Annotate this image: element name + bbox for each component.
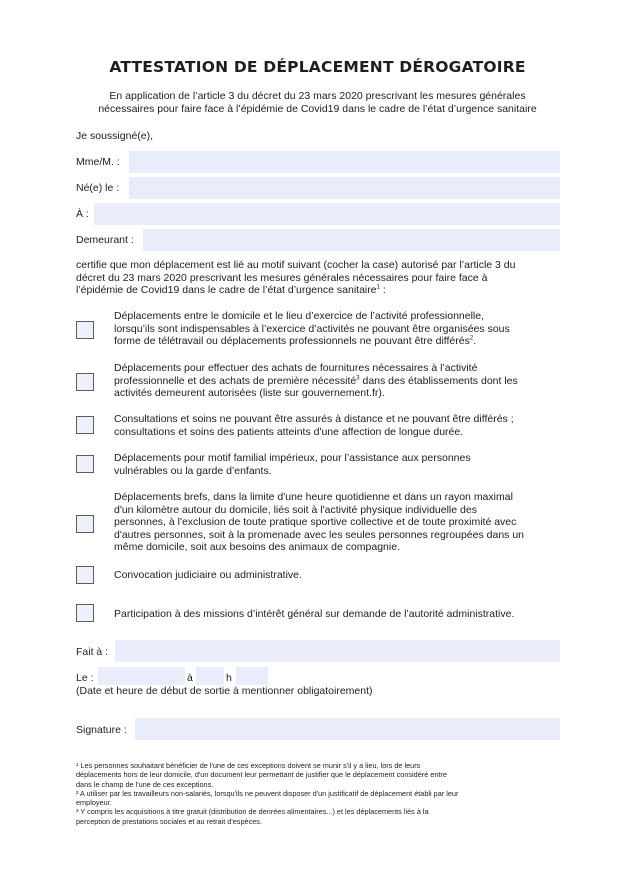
birth-place-field[interactable]	[94, 203, 560, 225]
footnote-ref: 3	[356, 375, 360, 381]
footnote-line: dans le champ de l'une de ces exceptions.	[76, 779, 214, 789]
option-health: Consultations et soins ne pouvant être assurés à distance et ne pouvant être différés ; consultations et soins des patients atteints d'une affection de longue durée.	[114, 413, 514, 438]
certify-line: l’épidémie de Covid19 dans le cadre de l’état d’urgence sanitaire$^1$ :	[76, 284, 386, 296]
certify-text	[76, 259, 561, 297]
checkbox-shopping[interactable]	[76, 373, 94, 391]
checkbox-exercise[interactable]	[76, 515, 94, 533]
certify-line: certifie que mon déplacement est lié au motif suivant (cocher la case) autorisé par l’article 3 du	[76, 259, 516, 271]
minute-field[interactable]	[236, 667, 268, 685]
name-field[interactable]	[129, 151, 560, 173]
page-title: ATTESTATION DE DÉPLACEMENT DÉROGATOIRE	[109, 58, 526, 76]
date-field[interactable]	[98, 667, 185, 685]
intro-line: En application de l’article 3 du décret du 23 mars 2020 prescrivant les mesures générales	[109, 90, 526, 102]
footnote-line: ² A utiliser par les travailleurs non-salariés, lorsqu'ils ne peuvent disposer d'un justificatif de déplacement établi par leur	[76, 788, 459, 798]
option-family: Déplacements pour motif familial impérieux, pour l’assistance aux personnes vulnérables ou la garde d’enfants.	[114, 452, 471, 477]
date-label: Le :	[76, 672, 94, 684]
footnote-line: ¹ Les personnes souhaitant bénéficier de l'une de ces exceptions doivent se munir s'il y a lieu, lors de leurs	[76, 761, 421, 770]
option-work-travel: Déplacements entre le domicile et le lieu d’exercice de l’activité professionnelle, lorsqu’ils sont indispensables à l’exercice d’activités ne pouvant être organisées sous forme de télétravail ou déplacements professionnels ne pouvant être différés$^2$.	[114, 310, 510, 347]
footnote-line: employeur.	[76, 798, 112, 808]
birth-place-label: À :	[76, 208, 89, 220]
birth-date-field[interactable]	[129, 177, 560, 199]
option-exercise: Déplacements brefs, dans la limite d'une heure quotidienne et dans un rayon maximal d'un kilomètre autour du domicile, liés soit à l'activité physique individuelle des personnes, à l'exclusion de toute pratique sportive collective et de toute proximité avec d'autres personnes, soit à la promenade avec les seules personnes regroupées dans un même domicile, soit aux besoins des animaux de compagnie.	[114, 491, 525, 553]
checkbox-work-travel[interactable]	[76, 321, 94, 339]
date-note: (Date et heure de début de sortie à mentionner obligatoirement)	[76, 685, 373, 697]
undersigned-label: Je soussigné(e),	[76, 130, 154, 142]
hour-field[interactable]	[196, 667, 224, 685]
checkbox-judicial[interactable]	[76, 566, 94, 584]
signature-field[interactable]	[135, 718, 560, 740]
birth-date-label: Né(e) le :	[76, 182, 120, 194]
at-label: à	[187, 672, 193, 684]
certify-line: décret du 23 mars 2020 prescrivant les mesures générales nécessaires pour faire face à	[76, 271, 488, 284]
option-shopping: Déplacements pour effectuer des achats de fournitures nécessaires à l’activité professionnelle et des achats de première nécessité$^3$ dans des établissements dont les activités demeurent autorisées (liste sur gouvernement.fr).	[114, 362, 518, 399]
checkbox-general-interest[interactable]	[76, 604, 94, 622]
footnote-ref: 2	[469, 335, 474, 342]
address-label: Demeurant :	[76, 234, 134, 246]
checkbox-health[interactable]	[76, 416, 94, 434]
signature-label: Signature :	[76, 724, 127, 736]
made-at-field[interactable]	[115, 640, 560, 662]
footnote-line: déplacements hors de leur domicile, d'un document leur permettant de justifier que le déplacement considéré entre	[76, 770, 447, 780]
hour-label: h	[226, 672, 232, 684]
footnotes	[76, 761, 561, 826]
option-judicial: Convocation judiciaire ou administrative.	[114, 569, 302, 581]
footnote-ref: 1	[376, 284, 380, 291]
footnote-line: perception de prestations sociales et au retrait d'espèces.	[76, 816, 262, 826]
name-label: Mme/M. :	[76, 156, 120, 168]
made-at-label: Fait à :	[76, 646, 109, 658]
footnote-line: ³ Y compris les acquisitions à titre gratuit (distribution de denrées alimentaires...) et les déplacements liés à la	[76, 807, 429, 817]
option-general-interest: Participation à des missions d’intérêt général sur demande de l’autorité administrative.	[114, 608, 515, 620]
intro-text	[60, 90, 575, 116]
intro-line: nécessaires pour faire face à l’épidémie de Covid19 dans le cadre de l’état d’urgence sanitaire	[98, 103, 537, 115]
address-field[interactable]	[143, 229, 560, 251]
checkbox-family[interactable]	[76, 455, 94, 473]
